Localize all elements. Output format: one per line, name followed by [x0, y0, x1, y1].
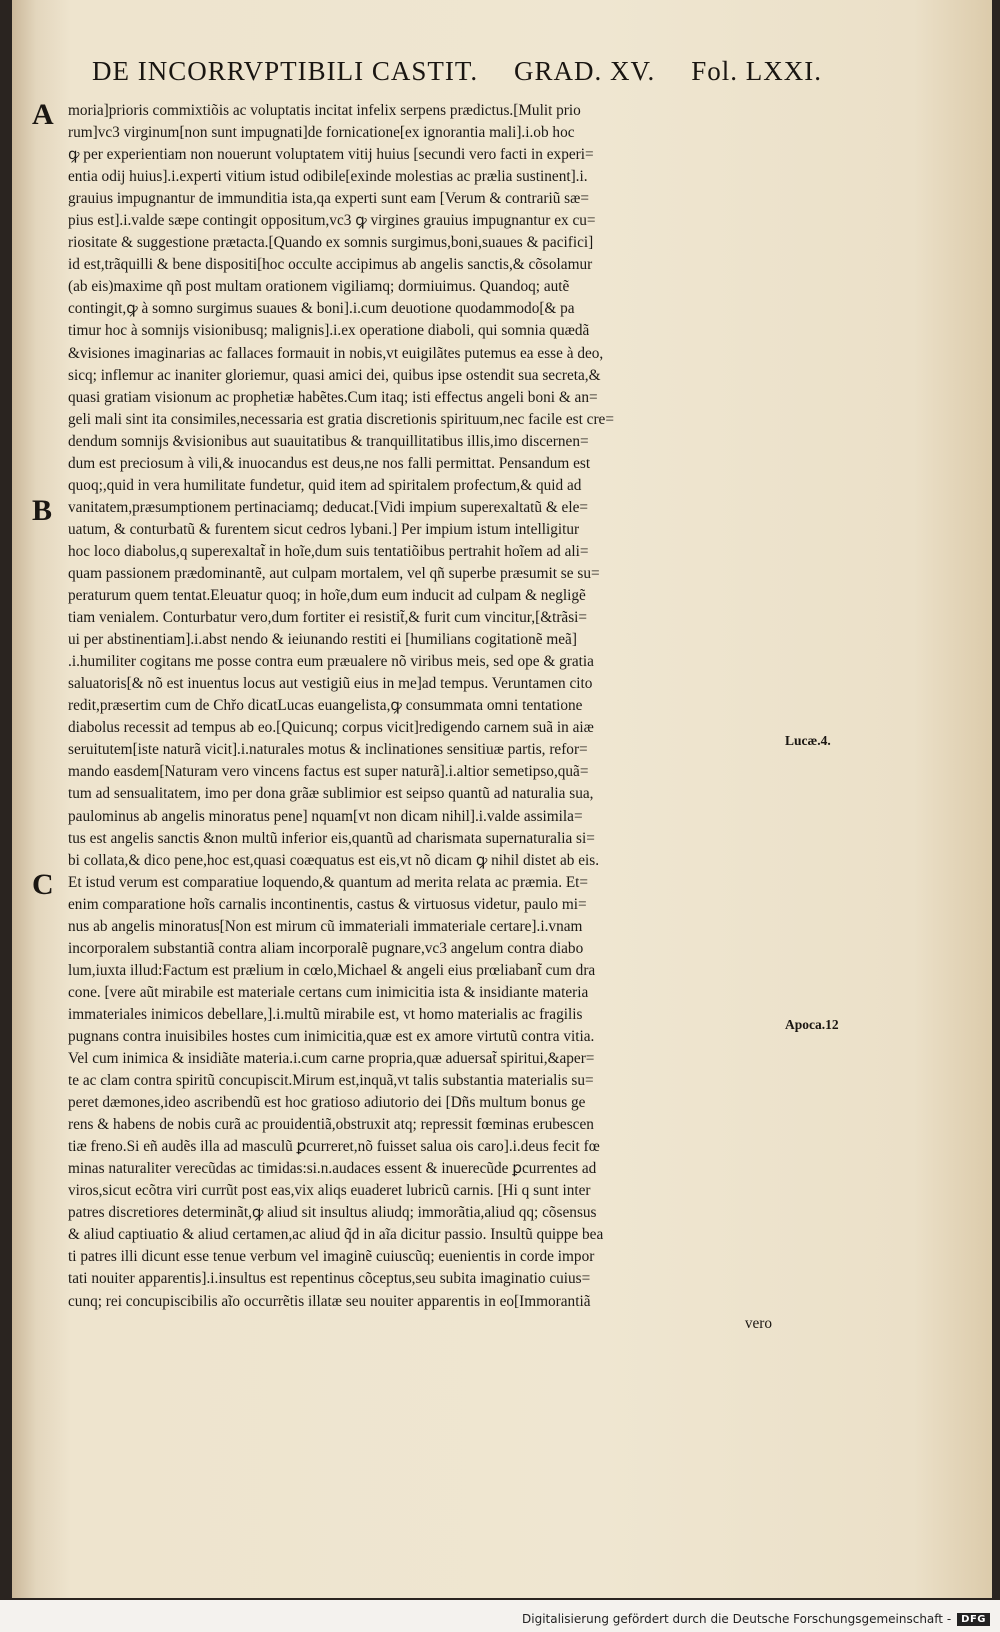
text-line: dum est preciosum à vili,& inuocandus est deus,ne nos falli permittat. Pensandum est [68, 454, 591, 472]
text-line: paulominus ab angelis minoratus pene] nquam[vt non dicam nihil].i.valde assimila= [68, 807, 583, 825]
text-line: tum ad sensualitatem, imo per dona grãæ sublimior est seipso quantũ ad naturalia sua, [68, 785, 594, 803]
text-line: cunq; rei concupiscibilis aĩo occurrẽtis illatæ seu nouiter apparentis in eo[Immorantiã [68, 1292, 591, 1310]
text-line: cone. [vere aũt mirabile est materiale certans cum inimicitia ista & insidiante materia [68, 983, 589, 1001]
text-line: seruitutem[iste naturã vicit].i.naturales motus & inclinationes sensitiuæ partis, refor= [68, 741, 588, 759]
text-line: Vel cum inimica & insidiãte materia.i.cum carne propria,quæ aduersat̃ spiritui,&aper= [68, 1050, 595, 1068]
text-line: contingit,ꝙ à somno surgimus suaues & boni].i.cum deuotione quodammodo[& pa [68, 300, 575, 318]
footer [522, 1612, 990, 1626]
margin-note-apocalypse: Apoca.12 [785, 1017, 839, 1032]
text-line: grauius impugnantur de immunditia ista,qa experti sunt eam [Verum & contrariũ sæ= [68, 190, 589, 208]
margin-letter-c: C [32, 868, 54, 901]
text-line: ui per abstinentiam].i.abst nendo & ieiunando restiti ei [humilians cogitationẽ meã] [68, 631, 577, 649]
text-line: pius est].i.valde sæpe contingit oppositum,vc3 ꝙ virgines grauius impugnantur ex cu= [68, 212, 596, 230]
dfg-logo-icon: DFG [957, 1613, 990, 1626]
text-line: quoq;,quid in vera humilitate fundetur, quid item ad spiritalem profectum,& quid ad [68, 476, 582, 494]
folio-number: Fol. LXXI. [691, 56, 822, 86]
text-line: rens & habens de nobis curã ac prouidentiã,obstruxit atq; repressit fœminas erubescen [68, 1116, 594, 1134]
text-line: pugnans contra inuisibiles hostes cum inimicitia,quæ est ex amore virtutũ contra vitia. [68, 1027, 595, 1045]
margin-letter-b: B [32, 494, 53, 527]
text-line: saluatoris[& nõ est inuentus locus aut vestigiũ eius in me]ad tempus. Veruntamen cito [68, 675, 593, 693]
body-text [68, 100, 776, 1335]
text-line: te ac clam contra spiritũ concupiscit.Mirum est,inquã,vt talis substantia materialis su= [68, 1072, 594, 1090]
text-line: dendum somnijs &visionibus aut suauitatibus & tranquillitatibus illis,imo discernen= [68, 432, 589, 450]
text-line: tiam venialem. Conturbatur vero,dum fortiter ei resistit̃,& furit cum vincitur,[&trãsi= [68, 609, 588, 627]
text-line: mando easdem[Naturam vero vincens factus est super naturã].i.altior semetipso,quã= [68, 763, 589, 781]
text-line: entia odij huius].i.experti vitium istud odibile[exinde molestias ac prælia sustinent].i. [68, 168, 588, 186]
text-line: diabolus recessit ad tempus ab eo.[Quicunq; corpus vicit]redigendo carnem suã in aiæ [68, 719, 594, 737]
text-line: ti patres illi dicunt esse tenue verbum vel imaginẽ cuiuscũq; euenientis in corde impor [68, 1248, 595, 1266]
text-line: ꝙ per experientiam non nouerunt voluptatem vitij huius [secundi vero facti in experi= [68, 146, 594, 164]
text-line: riositate & suggestione prætacta.[Quando ex somnis surgimus,boni,suaues & pacifici] [68, 234, 594, 252]
running-head-title: DE INCORRVPTIBILI CASTIT. [92, 56, 479, 86]
text-line: minas naturaliter verecũdas ac timidas:si.n.audaces essent & inuerecũde ꝑcurrentes ad [68, 1160, 597, 1178]
text-line: nus ab angelis minoratus[Non est mirum cũ immateriali immateriale certare].i.vnam [68, 917, 583, 935]
text-line: &visiones imaginarias ac fallaces formauit in nobis,vt euigilãtes putemus ea esse à deo, [68, 344, 604, 362]
text-line: hoc loco diabolus,q superexaltat̃ in hoĩe,dum suis tentatiõibus pertrahit hoĩem ad ali= [68, 542, 589, 560]
text-line: tiæ freno.Si eñ audẽs illa ad masculũ ꝑcurreret,nõ fuisset salua ois caro].i.deus fecit fœ [68, 1138, 600, 1156]
text-line: bi collata,& dico pene,hoc est,quasi coæquatus est eis,vt nõ dicam ꝙ nihil distet ab eis. [68, 851, 600, 869]
text-line: sicq; inflemur ac inaniter gloriemur, quasi amici dei, quibus ipse ostendit sua secreta,& [68, 366, 601, 384]
text-line: lum,iuxta illud:Factum est prælium in cœlo,Michael & angeli eius prœliabant̃ cum dra [68, 961, 596, 979]
running-head-grade: GRAD. XV. [514, 56, 656, 86]
running-head [92, 56, 822, 87]
text-line: geli mali sint ita consimiles,necessaria est gratia discretionis spirituum,nec facile est cre= [68, 410, 614, 428]
text-line: (ab eis)maxime qñ post multam orationem vigiliamq; dormiuimus. Quandoq; autẽ [68, 278, 570, 296]
text-line: .i.humiliter cogitans me posse contra eum præualere nõ viribus meis, sed ope & gratia [68, 653, 594, 671]
text-line: patres discretiores determinãt,ꝙ aliud sit insultus aliudq; immorãtia,aliud qq; cõsensus [68, 1204, 597, 1222]
text-line: timur hoc à somnijs visionibusq; malignis].i.ex operatione diaboli, qui somnia quædã [68, 322, 590, 340]
text-line: viros,sicut ecõtra viri currũt post eas,vix aliqs euaderet lubricũ carnis. [Hi q sunt inter [68, 1182, 591, 1200]
text-line: peraturum quem tentat.Eleuatur quoq; in hoĩe,dum eum inducit ad culpam & negligẽ [68, 587, 586, 605]
text-line: & aliud captiuatio & aliud certamen,ac aliud q̃d in aĩa dicitur passio. Insultũ quippe bea [68, 1226, 604, 1244]
text-line: Et istud verum est comparatiue loquendo,& quantum ad merita relata ac præmia. Et= [68, 873, 589, 891]
text-line: redit,præsertim cum de Chřo dicatLucas euangelista,ꝙ consummata omni tentatione [68, 697, 583, 715]
text-line: vanitatem,præsumptionem pertinaciamq; deducat.[Vidi impium superexaltatũ & ele= [68, 498, 589, 516]
text-line: uatum, & conturbatũ & furentem sicut cedros lybani.] Per impium istum intelligitur [68, 520, 580, 538]
text-line: id est,trãquilli & bene dispositi[hoc occulte accipimus ab angelis sanctis,& cõsolamur [68, 256, 593, 274]
margin-letter-a: A [32, 98, 54, 131]
text-line: incorporalem substantiã contra aliam incorporalẽ pugnare,vc3 angelum contra diabo [68, 939, 584, 957]
text-line: rum]vc3 virginum[non sunt impugnati]de fornicatione[ex ignorantia mali].i.ob hoc [68, 124, 575, 142]
text-line: tati nouiter apparentis].i.insultus est repentinus cõceptus,seu subita imaginatio cuius= [68, 1270, 591, 1288]
text-line: immateriales inimicos debellare,].i.multũ mirabile est, vt homo materialis ac fragilis [68, 1005, 583, 1023]
text-line: vero [744, 1314, 772, 1332]
text-line: quasi gratiam visionum ac prophetiæ habẽtes.Cum itaq; isti effectus angeli boni & an= [68, 388, 598, 406]
text-line: peret dæmones,ideo ascribendũ est hoc gratioso adiutorio dei [Dñs multum bonus ge [68, 1094, 586, 1112]
margin-note-lucae: Lucæ.4. [785, 733, 831, 748]
text-line: enim comparatione hoĩs carnalis incontinentis, castus & virtuosus videtur, paulo mi= [68, 895, 587, 913]
text-line: moria]prioris commixtiõis ac voluptatis incitat infelix serpens prædictus.[Mulit prio [68, 102, 581, 119]
text-line: tus est angelis sanctis &non multũ inferior eis,quantũ ad charismata supernaturalia si= [68, 829, 595, 847]
text-line: quam passionem prædominantẽ, aut culpam mortalem, vel qñ superbe præsumit se su= [68, 564, 600, 582]
funding-notice: Digitalisierung gefördert durch die Deutsche Forschungsgemeinschaft - [522, 1612, 952, 1626]
book-page [12, 0, 992, 1598]
